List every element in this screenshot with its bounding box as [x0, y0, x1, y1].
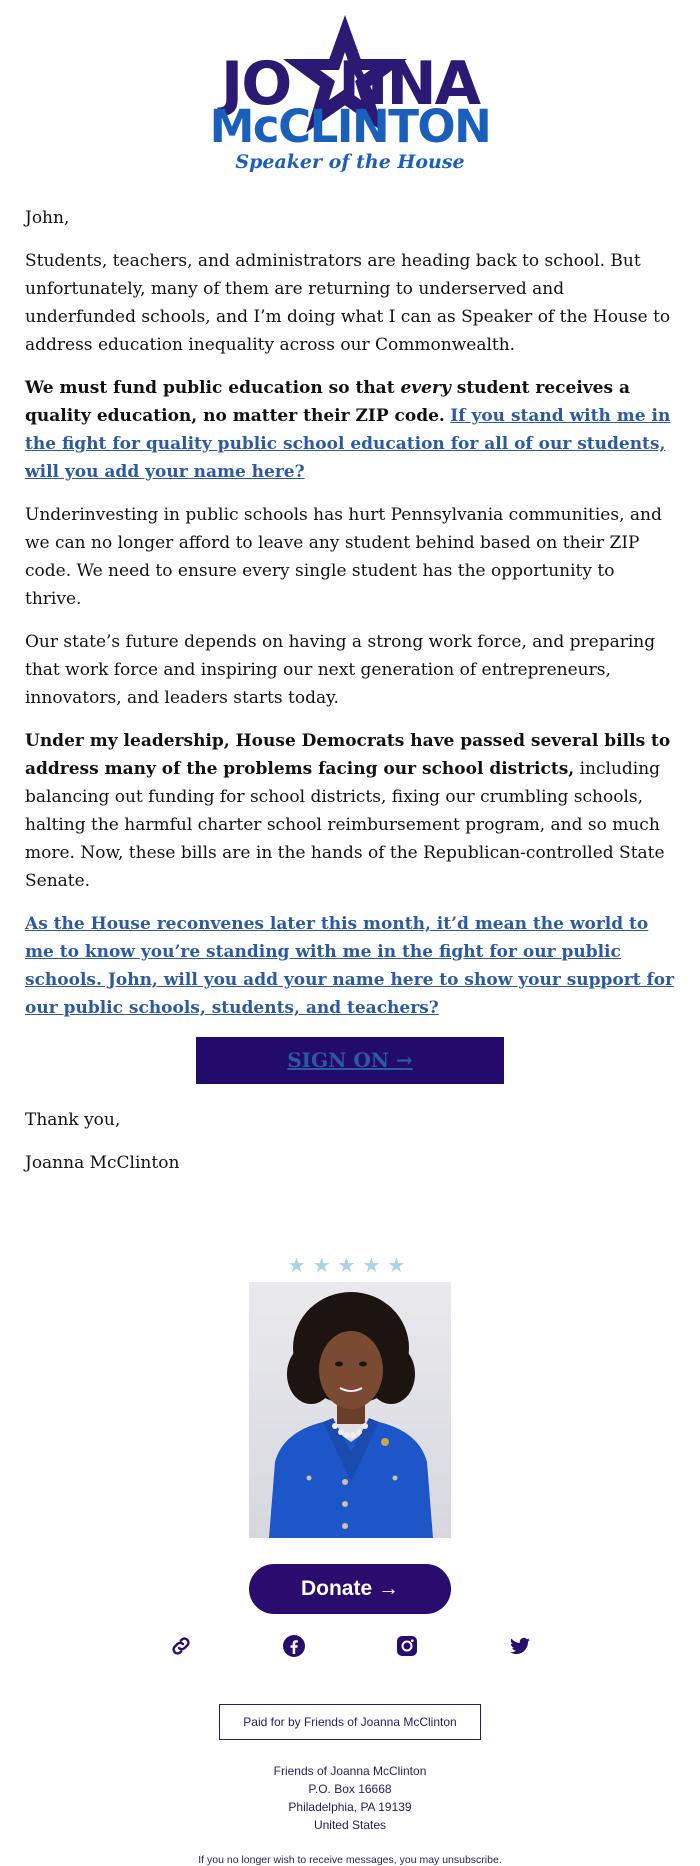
twitter-icon[interactable]	[508, 1634, 532, 1658]
closing: Thank you,	[25, 1110, 121, 1130]
logo-tagline: Speaker of the House	[235, 151, 465, 173]
add-name-link[interactable]: If you stand with me in the fight for quality public school education for all of our students, will you add your name here?	[25, 406, 671, 482]
sign-on-button[interactable]: SIGN ON →	[196, 1037, 504, 1084]
star-row: ★★★★★	[287, 1253, 413, 1277]
donate-button[interactable]: Donate →	[249, 1564, 451, 1614]
bold-text: Under my leadership, House Democrats have passed several bills to address many of the problems facing our school districts,	[25, 731, 671, 779]
campaign-logo	[0, 0, 700, 180]
paragraph-fund-education	[25, 374, 675, 486]
logo-last-name: McCLINTON	[209, 100, 491, 153]
email-body	[0, 180, 700, 1177]
address-line: United States	[313, 1818, 387, 1832]
mailing-address	[0, 1762, 700, 1834]
logo-first-name: JO NNA	[220, 49, 480, 119]
paragraph-intro: Students, teachers, and administrators are heading back to school. But unfortunately, many of them are returning to underserved and underfunded schools, and I’m doing what I can as Speaker of the House to address education inequality across our Commonwealth.	[25, 251, 671, 355]
greeting: John,	[25, 208, 70, 228]
signature: Joanna McClinton	[25, 1153, 180, 1173]
paragraph-future: Our state’s future depends on having a strong work force, and preparing that work force and inspiring our next generation of entrepreneurs, innovators, and leaders starts today.	[25, 632, 656, 708]
instagram-icon[interactable]	[395, 1634, 419, 1658]
bold-text: We must fund public education so that every student receives a quality education, no matter their ZIP code.	[25, 378, 630, 426]
support-link[interactable]: As the House reconvenes later this month, it’d mean the world to me to know you’re standing with me in the fight for our public schools. John, will you add your name here to show your support for our public schools, students, and teachers?	[25, 914, 675, 1018]
paragraph-reconvene	[25, 910, 675, 1022]
address-line: Friends of Joanna McClinton	[273, 1764, 427, 1778]
cta-row	[25, 1037, 675, 1084]
facebook-icon[interactable]	[282, 1634, 306, 1658]
paragraph-underinvesting: Underinvesting in public schools has hurt Pennsylvania communities, and we can no longer afford to leave any student behind based on their ZIP code. We need to ensure every single student has the opportunity to thrive.	[25, 505, 662, 609]
paragraph-leadership: Under my leadership, House Democrats have passed several bills to address many of the problems facing our school districts, including balancing out funding for school districts, fixing our crumbling schools, halting the harmful charter school reimbursement program, and so much more. Now, these bills are in the hands of the Republican-controlled State Senate.	[25, 731, 671, 891]
link-icon[interactable]	[169, 1634, 193, 1658]
address-line: P.O. Box 16668	[308, 1782, 392, 1796]
address-line: Philadelphia, PA 19139	[288, 1800, 412, 1814]
email-footer	[0, 1192, 700, 1866]
unsubscribe-notice[interactable]: If you no longer wish to receive messages, you may unsubscribe.	[198, 1854, 502, 1866]
candidate-portrait	[249, 1282, 451, 1538]
paid-for-disclaimer: Paid for by Friends of Joanna McClinton	[219, 1704, 481, 1740]
social-links	[0, 1628, 700, 1668]
